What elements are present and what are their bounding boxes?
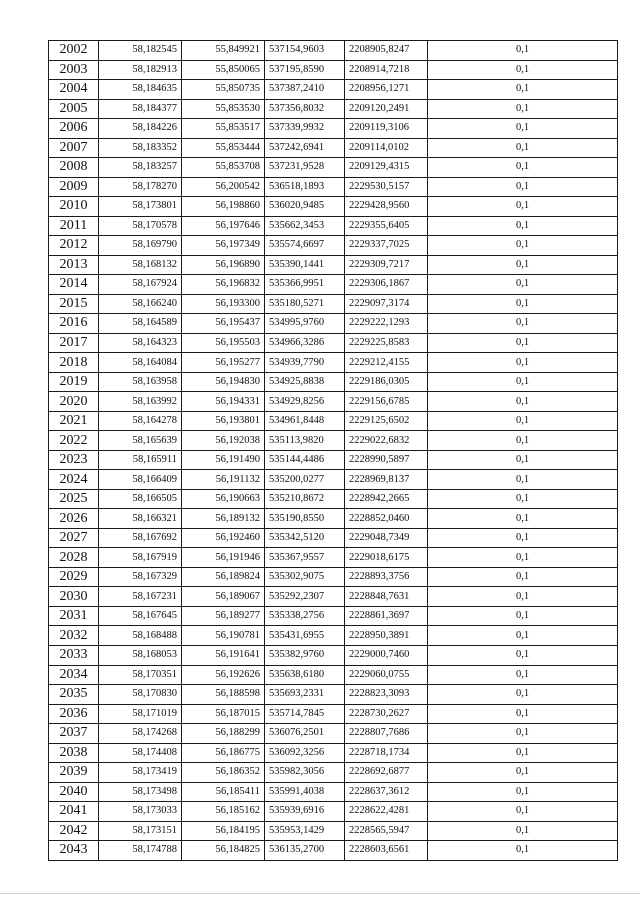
latitude-cell: 58,167329 [99, 567, 182, 587]
point-number-cell: 2039 [49, 763, 99, 783]
longitude-cell: 56,186352 [182, 763, 265, 783]
y-coordinate-cell: 2209114,0102 [345, 138, 428, 158]
point-number-cell: 2025 [49, 489, 99, 509]
tolerance-cell: 0,1 [428, 411, 618, 431]
tolerance-cell: 0,1 [428, 275, 618, 295]
tolerance-cell: 0,1 [428, 626, 618, 646]
latitude-cell: 58,173419 [99, 763, 182, 783]
table-row [49, 411, 618, 431]
latitude-cell: 58,164323 [99, 333, 182, 353]
y-coordinate-cell: 2229355,6405 [345, 216, 428, 236]
longitude-cell: 56,194331 [182, 392, 265, 412]
point-number-cell: 2022 [49, 431, 99, 451]
tolerance-cell: 0,1 [428, 216, 618, 236]
tolerance-cell: 0,1 [428, 704, 618, 724]
y-coordinate-cell: 2228718,1734 [345, 743, 428, 763]
x-coordinate-cell: 535144,4486 [265, 450, 345, 470]
latitude-cell: 58,168488 [99, 626, 182, 646]
table-row [49, 587, 618, 607]
x-coordinate-cell: 537356,8032 [265, 99, 345, 119]
point-number-cell: 2031 [49, 606, 99, 626]
tolerance-cell: 0,1 [428, 587, 618, 607]
y-coordinate-cell: 2229212,4155 [345, 353, 428, 373]
table-row [49, 821, 618, 841]
tolerance-cell: 0,1 [428, 197, 618, 217]
latitude-cell: 58,173151 [99, 821, 182, 841]
x-coordinate-cell: 534929,8256 [265, 392, 345, 412]
tolerance-cell: 0,1 [428, 724, 618, 744]
longitude-cell: 56,193801 [182, 411, 265, 431]
latitude-cell: 58,167919 [99, 548, 182, 568]
table-row [49, 509, 618, 529]
table-row [49, 119, 618, 139]
latitude-cell: 58,164589 [99, 314, 182, 334]
x-coordinate-cell: 534939,7790 [265, 353, 345, 373]
y-coordinate-cell: 2228893,3756 [345, 567, 428, 587]
tolerance-cell: 0,1 [428, 548, 618, 568]
point-number-cell: 2003 [49, 60, 99, 80]
point-number-cell: 2019 [49, 372, 99, 392]
latitude-cell: 58,174408 [99, 743, 182, 763]
longitude-cell: 56,187015 [182, 704, 265, 724]
latitude-cell: 58,183257 [99, 158, 182, 178]
longitude-cell: 56,191946 [182, 548, 265, 568]
point-number-cell: 2020 [49, 392, 99, 412]
x-coordinate-cell: 535574,6697 [265, 236, 345, 256]
latitude-cell: 58,173033 [99, 802, 182, 822]
latitude-cell: 58,168132 [99, 255, 182, 275]
y-coordinate-cell: 2208905,8247 [345, 41, 428, 61]
latitude-cell: 58,171019 [99, 704, 182, 724]
y-coordinate-cell: 2228852,0460 [345, 509, 428, 529]
longitude-cell: 56,198860 [182, 197, 265, 217]
x-coordinate-cell: 535210,8672 [265, 489, 345, 509]
longitude-cell: 56,191641 [182, 645, 265, 665]
point-number-cell: 2008 [49, 158, 99, 178]
table-row [49, 782, 618, 802]
longitude-cell: 56,196832 [182, 275, 265, 295]
tolerance-cell: 0,1 [428, 763, 618, 783]
x-coordinate-cell: 537339,9932 [265, 119, 345, 139]
tolerance-cell: 0,1 [428, 80, 618, 100]
longitude-cell: 56,191490 [182, 450, 265, 470]
y-coordinate-cell: 2229097,3174 [345, 294, 428, 314]
table-row [49, 450, 618, 470]
table-row [49, 275, 618, 295]
y-coordinate-cell: 2208914,7218 [345, 60, 428, 80]
table-row [49, 704, 618, 724]
table-row [49, 802, 618, 822]
point-number-cell: 2017 [49, 333, 99, 353]
latitude-cell: 58,174268 [99, 724, 182, 744]
point-number-cell: 2037 [49, 724, 99, 744]
point-number-cell: 2015 [49, 294, 99, 314]
x-coordinate-cell: 535390,1441 [265, 255, 345, 275]
point-number-cell: 2016 [49, 314, 99, 334]
table-row [49, 528, 618, 548]
point-number-cell: 2042 [49, 821, 99, 841]
point-number-cell: 2024 [49, 470, 99, 490]
table-row [49, 294, 618, 314]
x-coordinate-cell: 536135,2700 [265, 841, 345, 861]
latitude-cell: 58,168053 [99, 645, 182, 665]
tolerance-cell: 0,1 [428, 606, 618, 626]
longitude-cell: 56,189824 [182, 567, 265, 587]
latitude-cell: 58,166505 [99, 489, 182, 509]
x-coordinate-cell: 534961,8448 [265, 411, 345, 431]
point-number-cell: 2034 [49, 665, 99, 685]
latitude-cell: 58,165639 [99, 431, 182, 451]
x-coordinate-cell: 535338,2756 [265, 606, 345, 626]
tolerance-cell: 0,1 [428, 236, 618, 256]
y-coordinate-cell: 2229186,0305 [345, 372, 428, 392]
latitude-cell: 58,163992 [99, 392, 182, 412]
point-number-cell: 2035 [49, 685, 99, 705]
latitude-cell: 58,170578 [99, 216, 182, 236]
x-coordinate-cell: 537231,9528 [265, 158, 345, 178]
tolerance-cell: 0,1 [428, 782, 618, 802]
longitude-cell: 56,188299 [182, 724, 265, 744]
latitude-cell: 58,167231 [99, 587, 182, 607]
latitude-cell: 58,167645 [99, 606, 182, 626]
longitude-cell: 56,191132 [182, 470, 265, 490]
table-row [49, 567, 618, 587]
y-coordinate-cell: 2209120,2491 [345, 99, 428, 119]
x-coordinate-cell: 535200,0277 [265, 470, 345, 490]
x-coordinate-cell: 534995,9760 [265, 314, 345, 334]
y-coordinate-cell: 2229060,0755 [345, 665, 428, 685]
tolerance-cell: 0,1 [428, 333, 618, 353]
y-coordinate-cell: 2228622,4281 [345, 802, 428, 822]
y-coordinate-cell: 2228950,3891 [345, 626, 428, 646]
point-number-cell: 2007 [49, 138, 99, 158]
point-number-cell: 2021 [49, 411, 99, 431]
table-row [49, 333, 618, 353]
tolerance-cell: 0,1 [428, 743, 618, 763]
point-number-cell: 2043 [49, 841, 99, 861]
table-row [49, 685, 618, 705]
x-coordinate-cell: 535953,1429 [265, 821, 345, 841]
table-row [49, 353, 618, 373]
y-coordinate-cell: 2228692,6877 [345, 763, 428, 783]
longitude-cell: 56,196890 [182, 255, 265, 275]
tolerance-cell: 0,1 [428, 372, 618, 392]
table-row [49, 645, 618, 665]
tolerance-cell: 0,1 [428, 294, 618, 314]
point-number-cell: 2032 [49, 626, 99, 646]
y-coordinate-cell: 2228603,6561 [345, 841, 428, 861]
y-coordinate-cell: 2229048,7349 [345, 528, 428, 548]
table-row [49, 197, 618, 217]
point-number-cell: 2013 [49, 255, 99, 275]
y-coordinate-cell: 2228969,8137 [345, 470, 428, 490]
x-coordinate-cell: 535714,7845 [265, 704, 345, 724]
tolerance-cell: 0,1 [428, 528, 618, 548]
table-row [49, 60, 618, 80]
tolerance-cell: 0,1 [428, 99, 618, 119]
table-row [49, 392, 618, 412]
table-row [49, 314, 618, 334]
y-coordinate-cell: 2229000,7460 [345, 645, 428, 665]
x-coordinate-cell: 534966,3286 [265, 333, 345, 353]
point-number-cell: 2030 [49, 587, 99, 607]
table-row [49, 99, 618, 119]
tolerance-cell: 0,1 [428, 255, 618, 275]
y-coordinate-cell: 2229530,5157 [345, 177, 428, 197]
tolerance-cell: 0,1 [428, 509, 618, 529]
latitude-cell: 58,184377 [99, 99, 182, 119]
y-coordinate-cell: 2229018,6175 [345, 548, 428, 568]
longitude-cell: 56,193300 [182, 294, 265, 314]
longitude-cell: 56,189067 [182, 587, 265, 607]
longitude-cell: 56,190663 [182, 489, 265, 509]
x-coordinate-cell: 534925,8838 [265, 372, 345, 392]
x-coordinate-cell: 535302,9075 [265, 567, 345, 587]
table-row [49, 216, 618, 236]
point-number-cell: 2029 [49, 567, 99, 587]
x-coordinate-cell: 535662,3453 [265, 216, 345, 236]
longitude-cell: 56,186775 [182, 743, 265, 763]
longitude-cell: 56,192626 [182, 665, 265, 685]
point-number-cell: 2027 [49, 528, 99, 548]
tolerance-cell: 0,1 [428, 314, 618, 334]
latitude-cell: 58,163958 [99, 372, 182, 392]
point-number-cell: 2010 [49, 197, 99, 217]
point-number-cell: 2023 [49, 450, 99, 470]
y-coordinate-cell: 2209119,3106 [345, 119, 428, 139]
x-coordinate-cell: 535939,6916 [265, 802, 345, 822]
x-coordinate-cell: 535113,9820 [265, 431, 345, 451]
x-coordinate-cell: 535431,6955 [265, 626, 345, 646]
y-coordinate-cell: 2229428,9560 [345, 197, 428, 217]
latitude-cell: 58,173498 [99, 782, 182, 802]
table-row [49, 431, 618, 451]
point-number-cell: 2005 [49, 99, 99, 119]
table-row [49, 470, 618, 490]
longitude-cell: 56,195437 [182, 314, 265, 334]
x-coordinate-cell: 535638,6180 [265, 665, 345, 685]
y-coordinate-cell: 2229309,7217 [345, 255, 428, 275]
tolerance-cell: 0,1 [428, 431, 618, 451]
longitude-cell: 55,849921 [182, 41, 265, 61]
latitude-cell: 58,167924 [99, 275, 182, 295]
tolerance-cell: 0,1 [428, 119, 618, 139]
point-number-cell: 2028 [49, 548, 99, 568]
table-row [49, 665, 618, 685]
longitude-cell: 56,194830 [182, 372, 265, 392]
x-coordinate-cell: 535693,2331 [265, 685, 345, 705]
y-coordinate-cell: 2229156,6785 [345, 392, 428, 412]
longitude-cell: 56,197646 [182, 216, 265, 236]
latitude-cell: 58,184635 [99, 80, 182, 100]
tolerance-cell: 0,1 [428, 645, 618, 665]
point-number-cell: 2011 [49, 216, 99, 236]
latitude-cell: 58,169790 [99, 236, 182, 256]
point-number-cell: 2038 [49, 743, 99, 763]
longitude-cell: 56,184825 [182, 841, 265, 861]
x-coordinate-cell: 536518,1893 [265, 177, 345, 197]
latitude-cell: 58,170351 [99, 665, 182, 685]
longitude-cell: 55,850065 [182, 60, 265, 80]
y-coordinate-cell: 2228861,3697 [345, 606, 428, 626]
y-coordinate-cell: 2229225,8583 [345, 333, 428, 353]
longitude-cell: 55,853444 [182, 138, 265, 158]
point-number-cell: 2004 [49, 80, 99, 100]
point-number-cell: 2036 [49, 704, 99, 724]
y-coordinate-cell: 2228823,3093 [345, 685, 428, 705]
table-row [49, 841, 618, 861]
table-row [49, 177, 618, 197]
tolerance-cell: 0,1 [428, 821, 618, 841]
latitude-cell: 58,183352 [99, 138, 182, 158]
x-coordinate-cell: 535180,5271 [265, 294, 345, 314]
longitude-cell: 55,853708 [182, 158, 265, 178]
table-row [49, 255, 618, 275]
x-coordinate-cell: 535982,3056 [265, 763, 345, 783]
tolerance-cell: 0,1 [428, 841, 618, 861]
latitude-cell: 58,178270 [99, 177, 182, 197]
point-number-cell: 2040 [49, 782, 99, 802]
longitude-cell: 55,853517 [182, 119, 265, 139]
longitude-cell: 55,850735 [182, 80, 265, 100]
latitude-cell: 58,166321 [99, 509, 182, 529]
point-number-cell: 2041 [49, 802, 99, 822]
point-number-cell: 2009 [49, 177, 99, 197]
longitude-cell: 56,184195 [182, 821, 265, 841]
latitude-cell: 58,166240 [99, 294, 182, 314]
y-coordinate-cell: 2229125,6502 [345, 411, 428, 431]
longitude-cell: 56,192460 [182, 528, 265, 548]
longitude-cell: 56,185411 [182, 782, 265, 802]
table-row [49, 724, 618, 744]
y-coordinate-cell: 2228637,3612 [345, 782, 428, 802]
x-coordinate-cell: 537242,6941 [265, 138, 345, 158]
x-coordinate-cell: 537387,2410 [265, 80, 345, 100]
y-coordinate-cell: 2229022,6832 [345, 431, 428, 451]
x-coordinate-cell: 535190,8550 [265, 509, 345, 529]
tolerance-cell: 0,1 [428, 158, 618, 178]
tolerance-cell: 0,1 [428, 802, 618, 822]
point-number-cell: 2033 [49, 645, 99, 665]
y-coordinate-cell: 2208956,1271 [345, 80, 428, 100]
y-coordinate-cell: 2229306,1867 [345, 275, 428, 295]
longitude-cell: 56,195503 [182, 333, 265, 353]
x-coordinate-cell: 535366,9951 [265, 275, 345, 295]
y-coordinate-cell: 2228990,5897 [345, 450, 428, 470]
table-row [49, 80, 618, 100]
coordinates-table [48, 40, 618, 861]
point-number-cell: 2002 [49, 41, 99, 61]
longitude-cell: 56,185162 [182, 802, 265, 822]
latitude-cell: 58,182913 [99, 60, 182, 80]
table-row [49, 489, 618, 509]
x-coordinate-cell: 536020,9485 [265, 197, 345, 217]
table-row [49, 236, 618, 256]
x-coordinate-cell: 537195,8590 [265, 60, 345, 80]
y-coordinate-cell: 2228848,7631 [345, 587, 428, 607]
longitude-cell: 56,189277 [182, 606, 265, 626]
point-number-cell: 2026 [49, 509, 99, 529]
y-coordinate-cell: 2229337,7025 [345, 236, 428, 256]
latitude-cell: 58,166409 [99, 470, 182, 490]
x-coordinate-cell: 535367,9557 [265, 548, 345, 568]
longitude-cell: 56,197349 [182, 236, 265, 256]
latitude-cell: 58,167692 [99, 528, 182, 548]
tolerance-cell: 0,1 [428, 138, 618, 158]
tolerance-cell: 0,1 [428, 392, 618, 412]
tolerance-cell: 0,1 [428, 685, 618, 705]
longitude-cell: 56,192038 [182, 431, 265, 451]
point-number-cell: 2018 [49, 353, 99, 373]
x-coordinate-cell: 535382,9760 [265, 645, 345, 665]
longitude-cell: 56,195277 [182, 353, 265, 373]
longitude-cell: 55,853530 [182, 99, 265, 119]
y-coordinate-cell: 2228565,5947 [345, 821, 428, 841]
tolerance-cell: 0,1 [428, 665, 618, 685]
latitude-cell: 58,173801 [99, 197, 182, 217]
table-row [49, 606, 618, 626]
y-coordinate-cell: 2209129,4315 [345, 158, 428, 178]
tolerance-cell: 0,1 [428, 60, 618, 80]
tolerance-cell: 0,1 [428, 567, 618, 587]
page-edge-line [0, 893, 640, 894]
x-coordinate-cell: 535342,5120 [265, 528, 345, 548]
tolerance-cell: 0,1 [428, 41, 618, 61]
table-row [49, 743, 618, 763]
table-row [49, 763, 618, 783]
table-row [49, 138, 618, 158]
y-coordinate-cell: 2228807,7686 [345, 724, 428, 744]
y-coordinate-cell: 2228730,2627 [345, 704, 428, 724]
y-coordinate-cell: 2228942,2665 [345, 489, 428, 509]
table-row [49, 626, 618, 646]
x-coordinate-cell: 537154,9603 [265, 41, 345, 61]
table-row [49, 158, 618, 178]
latitude-cell: 58,164084 [99, 353, 182, 373]
y-coordinate-cell: 2229222,1293 [345, 314, 428, 334]
point-number-cell: 2006 [49, 119, 99, 139]
x-coordinate-cell: 535991,4038 [265, 782, 345, 802]
longitude-cell: 56,188598 [182, 685, 265, 705]
latitude-cell: 58,184226 [99, 119, 182, 139]
point-number-cell: 2014 [49, 275, 99, 295]
x-coordinate-cell: 536092,3256 [265, 743, 345, 763]
tolerance-cell: 0,1 [428, 450, 618, 470]
tolerance-cell: 0,1 [428, 470, 618, 490]
latitude-cell: 58,174788 [99, 841, 182, 861]
coordinates-table-body [49, 41, 618, 861]
x-coordinate-cell: 535292,2307 [265, 587, 345, 607]
longitude-cell: 56,200542 [182, 177, 265, 197]
table-row [49, 548, 618, 568]
table-row [49, 41, 618, 61]
latitude-cell: 58,164278 [99, 411, 182, 431]
longitude-cell: 56,189132 [182, 509, 265, 529]
table-row [49, 372, 618, 392]
longitude-cell: 56,190781 [182, 626, 265, 646]
latitude-cell: 58,170830 [99, 685, 182, 705]
tolerance-cell: 0,1 [428, 489, 618, 509]
tolerance-cell: 0,1 [428, 353, 618, 373]
x-coordinate-cell: 536076,2501 [265, 724, 345, 744]
tolerance-cell: 0,1 [428, 177, 618, 197]
latitude-cell: 58,182545 [99, 41, 182, 61]
point-number-cell: 2012 [49, 236, 99, 256]
latitude-cell: 58,165911 [99, 450, 182, 470]
